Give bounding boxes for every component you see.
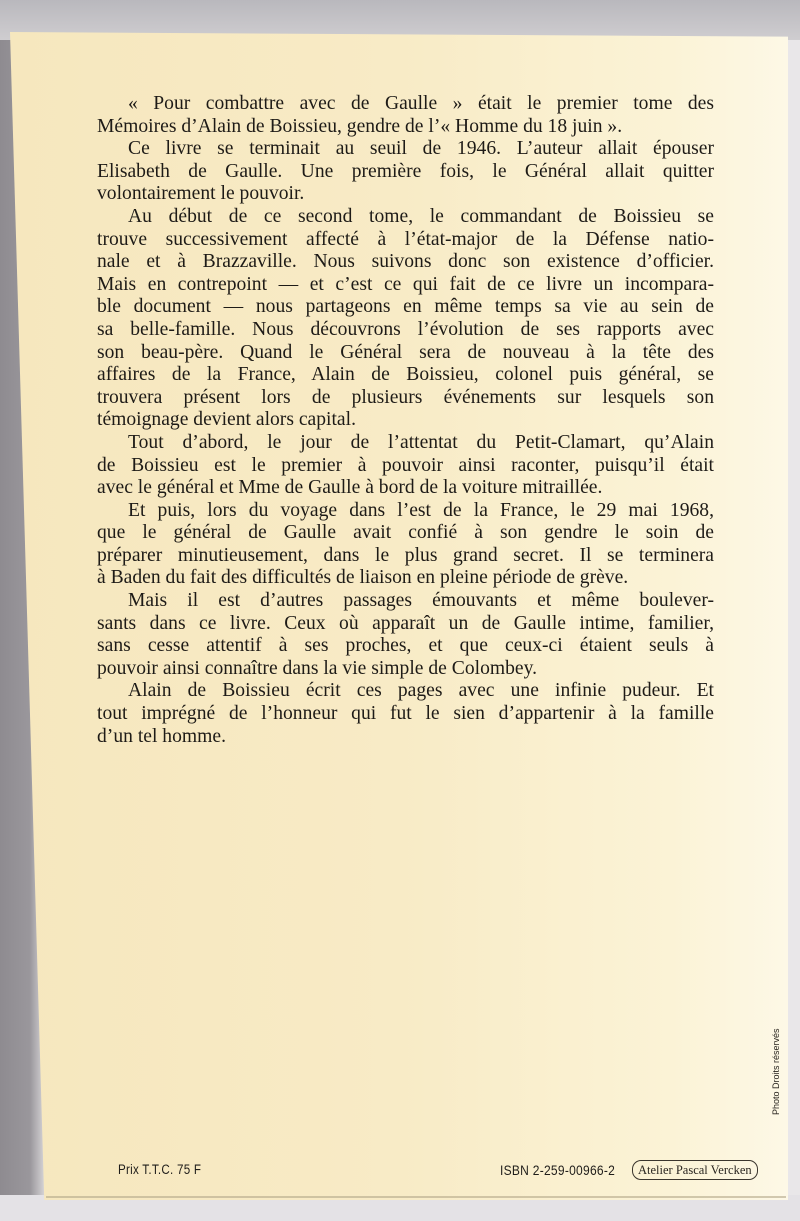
blurb-line: pouvoir ainsi connaître dans la vie simple de Colombey. bbox=[97, 657, 538, 679]
blurb-line: sants dans ce livre. Ceux où apparaît un de Gaulle intime, familier, bbox=[97, 612, 714, 634]
blurb-line: témoignage devient alors capital. bbox=[97, 409, 356, 431]
isbn-label: ISBN 2-259-00966-2 bbox=[500, 1162, 616, 1178]
blurb-line: Ce livre se terminait au seuil de 1946. L’auteur allait épouser bbox=[128, 138, 714, 160]
blurb-line: ble document — nous partageons en même temps sa vie au sein de bbox=[97, 296, 714, 318]
blurb-line: Mais il est d’autres passages émouvants et même boulever- bbox=[128, 590, 714, 612]
price-label: Prix T.T.C. 75 F bbox=[118, 1162, 202, 1177]
blurb-line: sans cesse attentif à ses proches, et que ceux-ci étaient seuls à bbox=[97, 635, 714, 657]
blurb-line: nale et à Brazzaville. Nous suivons donc son existence d’officier. bbox=[97, 251, 714, 273]
blurb-line: « Pour combattre avec de Gaulle » était le premier tome des bbox=[128, 93, 714, 114]
blurb-line: que le général de Gaulle avait confié à son gendre le soin de bbox=[97, 522, 714, 544]
blurb-line: avec le général et Mme de Gaulle à bord de la voiture mitraillée. bbox=[97, 477, 603, 499]
blurb-paragraph bbox=[97, 500, 714, 590]
blurb-line: de Boissieu est le premier à pouvoir ainsi raconter, puisqu’il était bbox=[97, 454, 714, 476]
blurb-paragraph bbox=[97, 93, 714, 138]
blurb-paragraph bbox=[97, 206, 714, 432]
cover-bottom-edge bbox=[46, 1196, 786, 1198]
blurb-line: Tout d’abord, le jour de l’attentat du Petit-Clamart, qu’Alain bbox=[128, 431, 714, 453]
blurb-line: trouvera présent lors de plusieurs événements sur lesquels son bbox=[97, 386, 714, 408]
photo-credit: Photo Droits réservés bbox=[771, 1028, 781, 1115]
blurb-line: Mais en contrepoint — et c’est ce qui fait de ce livre un incompara- bbox=[97, 273, 714, 295]
blurb-paragraph bbox=[97, 138, 714, 206]
designer-credit: Atelier Pascal Vercken bbox=[632, 1160, 758, 1180]
blurb-line: Mémoires d’Alain de Boissieu, gendre de l’« Homme du 18 juin ». bbox=[97, 115, 623, 137]
blurb-line: sa belle-famille. Nous découvrons l’évolution de ses rapports avec bbox=[97, 318, 714, 340]
blurb-line: d’un tel homme. bbox=[97, 725, 226, 747]
blurb-line: volontairement le pouvoir. bbox=[97, 183, 305, 205]
blurb-line: à Baden du fait des difficultés de liaison en pleine période de grève. bbox=[97, 567, 629, 589]
blurb-line: préparer minutieusement, dans le plus grand secret. Il se terminera bbox=[97, 544, 714, 566]
blurb-line: tout imprégné de l’honneur qui fut le sien d’appartenir à la famille bbox=[97, 703, 714, 725]
blurb-line: Elisabeth de Gaulle. Une première fois, le Général allait quitter bbox=[97, 160, 714, 182]
blurb-text bbox=[97, 93, 714, 748]
blurb-paragraph bbox=[97, 590, 714, 680]
blurb-paragraph bbox=[97, 680, 714, 748]
blurb-line: affaires de la France, Alain de Boissieu, colonel puis général, se bbox=[97, 364, 714, 386]
blurb-paragraph bbox=[97, 432, 714, 500]
blurb-line: son beau-père. Quand le Général sera de nouveau à la tête des bbox=[97, 341, 714, 363]
blurb-line: Alain de Boissieu écrit ces pages avec une infinie pudeur. Et bbox=[128, 680, 714, 702]
blurb-line: Et puis, lors du voyage dans l’est de la France, le 29 mai 1968, bbox=[128, 499, 714, 521]
blurb-line: trouve successivement affecté à l’état-major de la Défense natio- bbox=[97, 228, 714, 250]
blurb-line: Au début de ce second tome, le commandant de Boissieu se bbox=[128, 205, 714, 227]
